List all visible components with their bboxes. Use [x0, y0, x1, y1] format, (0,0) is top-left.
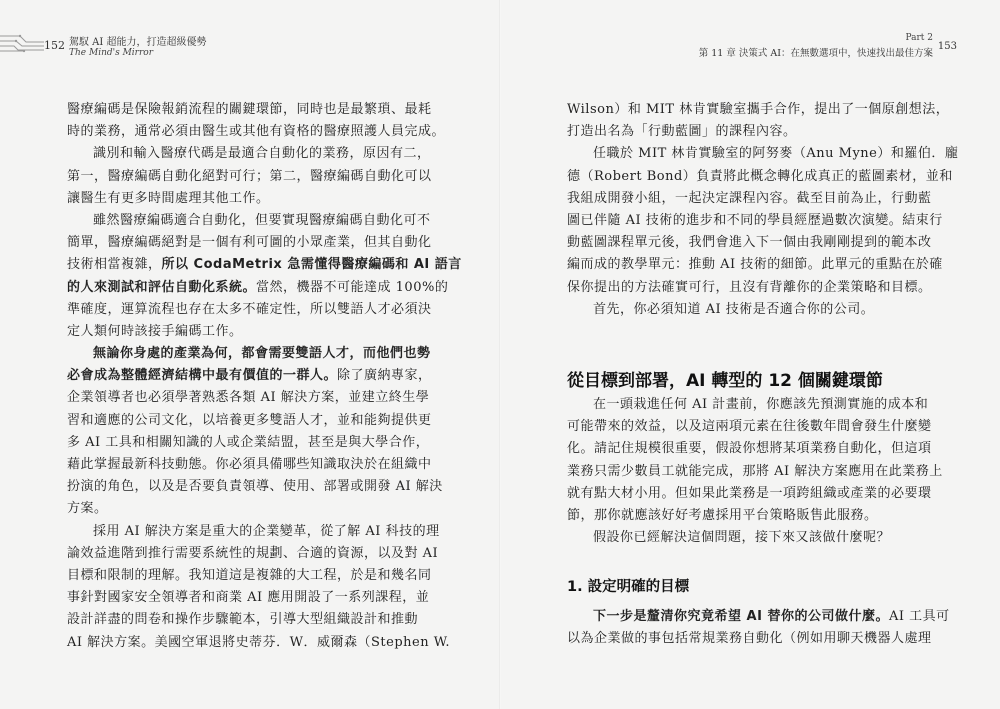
text-line: 打造出名為「行動藍圖」的課程內容。	[567, 124, 797, 140]
text-line: 保你提出的方法確實可行，且沒有背離你的企業策略和目標。	[567, 279, 932, 295]
text-line: 扮演的角色，以及是否要負責領導、使用、部署或開發 AI 解決	[67, 479, 443, 495]
text-line: 藉此掌握最新科技動態。你必須具備哪些知識取決於在組織中	[67, 457, 432, 472]
text-line: 多 AI 工具和相關知識的人或企業結盟，甚至是與大學合作，	[67, 434, 430, 450]
text-line	[567, 606, 950, 628]
text-line: 時的業務，通常必須由醫生或其他有資格的醫療照護人員完成。	[67, 124, 446, 140]
text-line: 我組成開發小組，一起決定課程內容。截至目前為止，行動藍	[567, 190, 932, 206]
text-line: 目標和限制的理解。我知道這是複雜的大工程，於是和幾名同	[67, 567, 432, 583]
text-line: 任職於 MIT 林肯實驗室的阿努麥（Anu Myne）和羅伯．龐	[593, 146, 959, 162]
section-heading: 從目標到部署，AI 轉型的 12 個關鍵環節	[567, 371, 883, 391]
text-line: Wilson）和 MIT 林肯實驗室攜手合作，提出了一個原創想法，	[567, 102, 950, 117]
part-label: Part 2	[905, 33, 933, 43]
circuit-decoration-icon	[0, 32, 48, 56]
text-line	[67, 254, 462, 276]
text-segment: 當然，機器不可能達成 100%的	[256, 279, 449, 295]
text-line: 雖然醫療編碼適合自動化，但要實現醫療編碼自動化可不	[93, 212, 431, 228]
text-line: 企業領導者也必須學著熟悉各類 AI 解決方案，並建立終生學	[67, 390, 430, 406]
text-line	[67, 277, 462, 299]
right-page	[500, 0, 1000, 709]
text-line: 事針對國家安全領導者和商業 AI 應用開設了一系列課程，並	[67, 590, 430, 606]
text-line: 業務只需少數員工就能完成，那將 AI 解決方案應用在此業務上	[567, 463, 943, 479]
page-number: 152	[44, 39, 65, 52]
running-header-subtitle: The Mind's Mirror	[69, 48, 154, 58]
text-line: 簡單，醫療編碼絕對是一個有利可圖的小眾產業，但其自動化	[67, 235, 432, 251]
text-line: 採用 AI 解決方案是重大的企業變革，從了解 AI 科技的理	[93, 523, 440, 539]
text-line: AI 解決方案。美國空軍退將史蒂芬．W．威爾森（Stephen W.	[67, 634, 450, 650]
text-line: 德（Robert Bond）負責將此概念轉化成真正的藍圖素材，並和	[567, 168, 953, 184]
text-line: 醫療編碼是保險報銷流程的關鍵環節，同時也是最繁瑣、最耗	[67, 102, 432, 117]
text-segment: 技術相當複雜，	[67, 257, 162, 273]
bold-text-segment: 下一步是釐清你究竟希望 AI 替你的公司做什麼。	[593, 609, 889, 624]
text-line: 可能帶來的效益，以及這兩項元素在往後數年間會發生什麼變	[567, 419, 932, 435]
left-body-text	[67, 99, 462, 654]
running-header-chapter: 第 11 章 決策式 AI：在無數選項中，快速找出最佳方案	[698, 48, 933, 59]
text-line: 準確度，運算流程也存在太多不確定性，所以雙語人才必須決	[67, 301, 432, 317]
bold-text-segment: 的人來測試和評估自動化系統。	[67, 279, 257, 295]
text-line: 識別和輸入醫療代碼是最適合自動化的業務，原因有二，	[93, 146, 431, 162]
text-line: 論效益進階到推行需要系統性的規劃、合適的資源，以及對 AI	[67, 545, 439, 561]
text-line: 假設你已經解決這個問題，接下來又該做什麼呢？	[593, 530, 891, 546]
text-segment: 除了廣納專家，	[337, 368, 432, 384]
text-line: 讓醫生有更多時間處理其他工作。	[67, 190, 270, 206]
text-line: 動藍圖課程單元後，我們會進入下一個由我剛剛提到的範本改	[567, 235, 932, 251]
text-segment: AI 工具可	[888, 609, 950, 624]
text-line: 就有點大材小用。但如果此業務是一項跨組織或產業的必要環	[567, 485, 932, 501]
bold-text-segment: 所以 CodaMetrix 急需懂得醫療編碼和 AI 語言	[161, 257, 462, 273]
text-line: 化。請記住規模很重要，假設你想將某項業務自動化，但這項	[567, 441, 932, 457]
text-line: 第一，醫療編碼自動化絕對可行；第二，醫療編碼自動化可以	[67, 168, 432, 184]
bold-text-line: 無論你身處的產業為何，都會需要雙語人才，而他們也勢	[93, 346, 431, 362]
text-line	[67, 365, 462, 387]
text-line: 方案。	[67, 501, 108, 517]
running-header-title: 駕馭 AI 超能力，打造超級優勢	[69, 37, 207, 48]
text-line: 編而成的教學單元：推動 AI 技術的細節。此單元的重點在於確	[567, 257, 943, 273]
right-body-text-mid	[567, 394, 943, 549]
text-line: 圖已伴隨 AI 技術的進步和不同的學員經歷過數次演變。結束行	[567, 212, 943, 228]
right-body-text-top	[567, 99, 958, 321]
bold-text-segment: 必會成為整體經濟結構中最有價值的一群人。	[67, 368, 338, 384]
page-number: 153	[937, 41, 957, 52]
text-line: 定人類何時該接手編碼工作。	[67, 323, 243, 339]
text-line: 設計詳盡的問卷和操作步驟範本，引導大型組織設計和推動	[67, 612, 419, 628]
text-line: 在一頭栽進任何 AI 計畫前，你應該先預測實施的成本和	[593, 397, 929, 412]
right-body-text-bottom	[567, 606, 950, 650]
text-line: 首先，你必須知道 AI 技術是否適合你的公司。	[593, 301, 875, 317]
text-line: 以為企業做的事包括常規業務自動化（例如用聊天機器人處理	[567, 631, 932, 647]
text-line: 習和適應的公司文化，以培養更多雙語人才，並和能夠提供更	[67, 412, 432, 428]
text-line: 節，那你就應該好好考慮採用平台策略販售此服務。	[567, 507, 878, 523]
sub-heading: 1. 設定明確的目標	[567, 579, 690, 595]
